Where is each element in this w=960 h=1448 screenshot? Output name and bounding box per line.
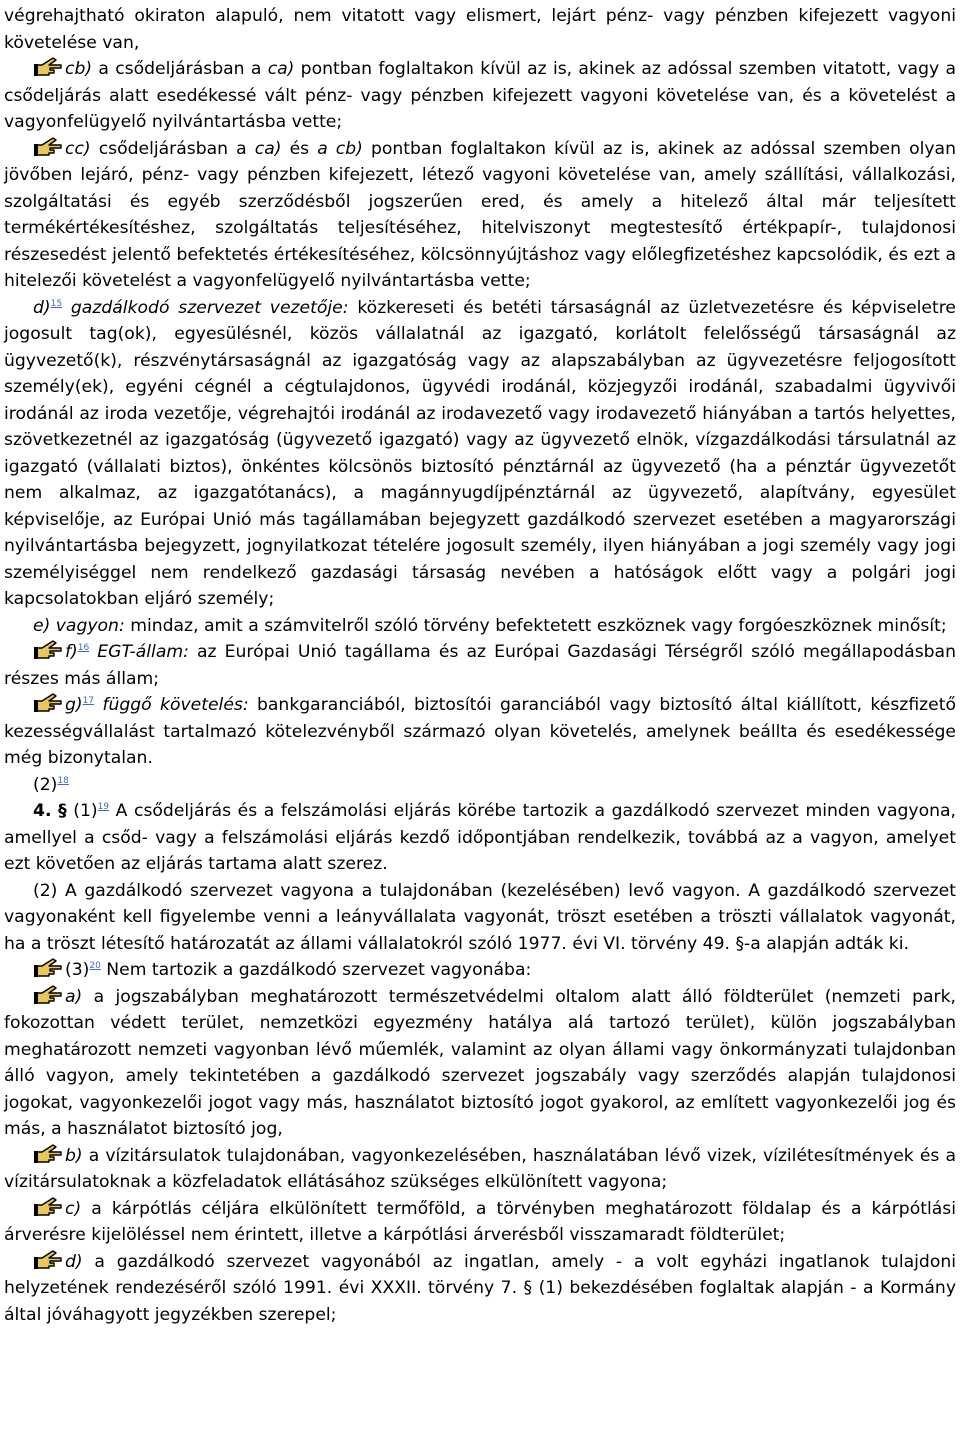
text-run: a vízitársulatok tulajdonában, vagyonkezelésében, használatában lévő vizek, vízilétesítmények és a vízitársulatoknak a közfeladatok ellátásához szükséges elkülönített vagyona;	[4, 1145, 956, 1192]
text-run: közkereseti és betéti társaságnál az üzletvezetésre és képviseletre jogosult tag(ok), egyesülésnél, közös vállalatnál az igazgató, korlátolt felelősségű társaságnál az ügyvezető(k), részvénytársaságnál az igazgatóság vagy az alapszabályban az ügyvezetésre feljogosított személy(ek), egyéni cégnél a cégtulajdonos, ügyvédi irodánál, közjegyzői irodánál, szabadalmi ügyvivői irodánál az iroda vezetője, végrehajtói irodánál az irodavezető vagy irodavezető hiányában a tartós helyettes, szövetkezetnél az igazgatóság (ügyvezető igazgató) vagy az ügyvezető elnök, vízgazdálkodási társulatnál az igazgató (vállalati biztos), önkéntes kölcsönös biztosító pénztárnál az ügyvezető (ha a pénztár ügyvezetőt nem alkalmaz, az igazgatótanács), a magánnyugdíjpénztárnál az ügyvezető, alapítvány, egyesület képviselője, az Európai Unió más tagállamában bejegyzett gazdálkodó szervezet esetében a magyarországi nyilvántartásba bejegyzett, jognyilatkozat tételére jogosult személy, ilyen hiányában a jogi személy vagy jogi személyiséggel nem rendelkező gazdasági társaság nevében a hatóságok előtt vagy a polgári jogi kapcsolatokban eljáró személy;	[4, 297, 956, 609]
pointing-hand-icon[interactable]	[33, 1197, 63, 1217]
pointing-hand-icon[interactable]	[33, 57, 63, 77]
text-run: a csődeljárásban a	[92, 59, 268, 79]
text-run: pontban foglaltakon kívül az is, akinek az adóssal szemben vitatott, vagy a csődeljárás alatt esedékessé vált pénz- vagy pénzben kifejezett vagyoni követelése van, és a követelést a vagyonfelügyelő nyilvántartásba vette;	[4, 59, 956, 132]
section-4-paragraph-3	[4, 957, 956, 984]
point-b	[4, 1143, 956, 1196]
point-cb	[4, 56, 956, 136]
footnote-link[interactable]: 20	[89, 961, 101, 971]
point-a	[4, 984, 956, 1143]
pointing-hand-icon[interactable]	[33, 1250, 63, 1270]
footnote-link[interactable]: 17	[82, 696, 95, 706]
section-4-paragraph-1	[4, 798, 956, 878]
pointing-hand-icon[interactable]	[33, 693, 63, 713]
document-body	[4, 3, 956, 1328]
text-run: és	[281, 138, 318, 159]
defined-term: gazdálkodó szervezet vezetője:	[62, 297, 349, 318]
point-label: d)	[65, 1251, 83, 1272]
pointing-hand-icon[interactable]	[33, 1144, 63, 1164]
pointing-hand-icon[interactable]	[33, 958, 63, 978]
defined-term: függő követelés:	[94, 695, 249, 715]
point-g	[4, 692, 956, 772]
point-label: f)	[65, 642, 78, 662]
cross-reference: a cb)	[317, 138, 363, 159]
text-run: pontban foglaltakon kívül az is, akinek az adóssal szemben olyan jövőben lejáró, pénz- vagy pénzben kifejezett, létező vagyoni követelése van, amely szállítási, vállalkozási, szolgáltatási és egyéb szerződésből jogszerűen ered, és amely a hitelező által már teljesített termékértékesítéshez, szolgáltatás teljesítéséhez, hitelviszonyt megtestesítő értékpapír-, tulajdonosi részesedést jelentő befektetés értékesítéséhez, kölcsönnyújtáshoz vagy előlegfizetéshez kapcsolódik, és ezt a hitelezői követelést a vagyonfelügyelő nyilvántartásba vette;	[4, 138, 956, 291]
section-symbol: §	[58, 801, 67, 821]
text-run: a gazdálkodó szervezet vagyonából az ingatlan, amely - a volt egyházi ingatlanok tulajdoni helyzetének rendezéséről szóló 1991. évi XXXII. törvény 7. § (1) bekezdésében foglaltak alapján - a Kormány által jóváhagyott jegyzékben szerepel;	[4, 1251, 956, 1325]
paragraph-label: (2)	[33, 774, 58, 795]
footnote-link[interactable]: 15	[50, 298, 63, 309]
pointing-hand-icon[interactable]	[33, 137, 63, 157]
defined-term: e) vagyon:	[33, 615, 125, 636]
text-run: csődeljárásban a	[90, 138, 255, 159]
cross-reference: ca)	[254, 138, 282, 159]
point-e	[4, 613, 956, 640]
point-cc	[4, 136, 956, 295]
text-run: a kárpótlás céljára elkülönített termőföld, a törvényben meghatározott földalap és a kárpótlási árverésre kijelöléssel nem érintett, illetve a kárpótlási árverésből visszamaradt földterület;	[4, 1198, 956, 1245]
point-f	[4, 639, 956, 692]
paragraph-2	[4, 772, 956, 799]
text-run: az Európai Unió tagállama és az Európai Gazdasági Térségről szóló megállapodásban részes más állam;	[4, 642, 956, 689]
text-run: mindaz, amit a számvitelről szóló törvény befektetett eszköznek vagy forgóeszköznek minősít;	[124, 615, 947, 636]
point-label: c)	[65, 1198, 82, 1219]
point-label: d)	[33, 297, 51, 318]
point-label: cb)	[65, 59, 93, 79]
point-d	[4, 295, 956, 613]
footnote-link[interactable]: 16	[77, 643, 90, 653]
text-run: A csődeljárás és a felszámolási eljárás körébe tartozik a gazdálkodó szervezet minden vagyona, amellyel a csőd- vagy a felszámolási eljárás kezdő időpontjában rendelkezik, továbbá az a vagyon, amelyet ezt követően az eljárás tartama alatt szerez.	[4, 801, 957, 874]
point-label: a)	[65, 986, 83, 1007]
point-d2	[4, 1249, 956, 1329]
section-number: 4.	[33, 801, 52, 821]
footnote-link[interactable]: 18	[57, 775, 69, 786]
paragraph-intro: végrehajtható okiraton alapuló, nem vitatott vagy elismert, lejárt pénz- vagy pénzben kifejezett vagyoni követelése van,	[4, 6, 956, 53]
text-run: a jogszabályban meghatározott természetvédelmi oltalom alatt álló földterület (nemzeti park, fokozottan védett terület, nemzetközi egyezmény hatálya alá tartozó terület), külön jogszabályban meghatározott nemzeti vagyonban lévő műemlék, valamint az olyan állami vagy önkormányzati tulajdonban álló vagyon, amely tekintetében a gazdálkodó szervezet jogszabály vagy szerződés alapján tulajdonosi jogokat, vagyonkezelői jogot vagy más, használatot biztosító jogot gyakorol, az említett vagyonkezelői jog és más, a használatot biztosító jog,	[4, 986, 956, 1139]
point-label: cc)	[65, 138, 91, 159]
paragraph-label: (1)	[66, 801, 98, 821]
pointing-hand-icon[interactable]	[33, 640, 63, 660]
footnote-link[interactable]: 19	[97, 802, 110, 812]
paragraph-label: (3)	[65, 960, 90, 980]
text-run: bankgaranciából, biztosítói garanciából vagy biztosító által kiállított, készfizető kezességvállalást tartalmazó kötelezvényből származó olyan követelés, amelynek beállta és esedékessége még bizonytalan.	[4, 695, 956, 768]
point-c	[4, 1196, 956, 1249]
text-run: Nem tartozik a gazdálkodó szervezet vagyonába:	[100, 960, 532, 980]
point-label: b)	[65, 1145, 83, 1166]
point-label: g)	[65, 695, 83, 715]
defined-term: EGT-állam:	[89, 642, 189, 662]
pointing-hand-icon[interactable]	[33, 985, 63, 1005]
cross-reference: ca)	[267, 59, 295, 79]
section-4-paragraph-2: (2) A gazdálkodó szervezet vagyona a tulajdonában (kezelésében) levő vagyon. A gazdálkodó szervezet vagyonaként kell figyelembe venni a leányvállalata vagyonát, tröszt esetében a tröszti vállalatok vagyonát, ha a tröszt létesítő határozatát az állami vállalatokról szóló 1977. évi VI. törvény 49. §-a alapján adták ki.	[4, 880, 956, 954]
